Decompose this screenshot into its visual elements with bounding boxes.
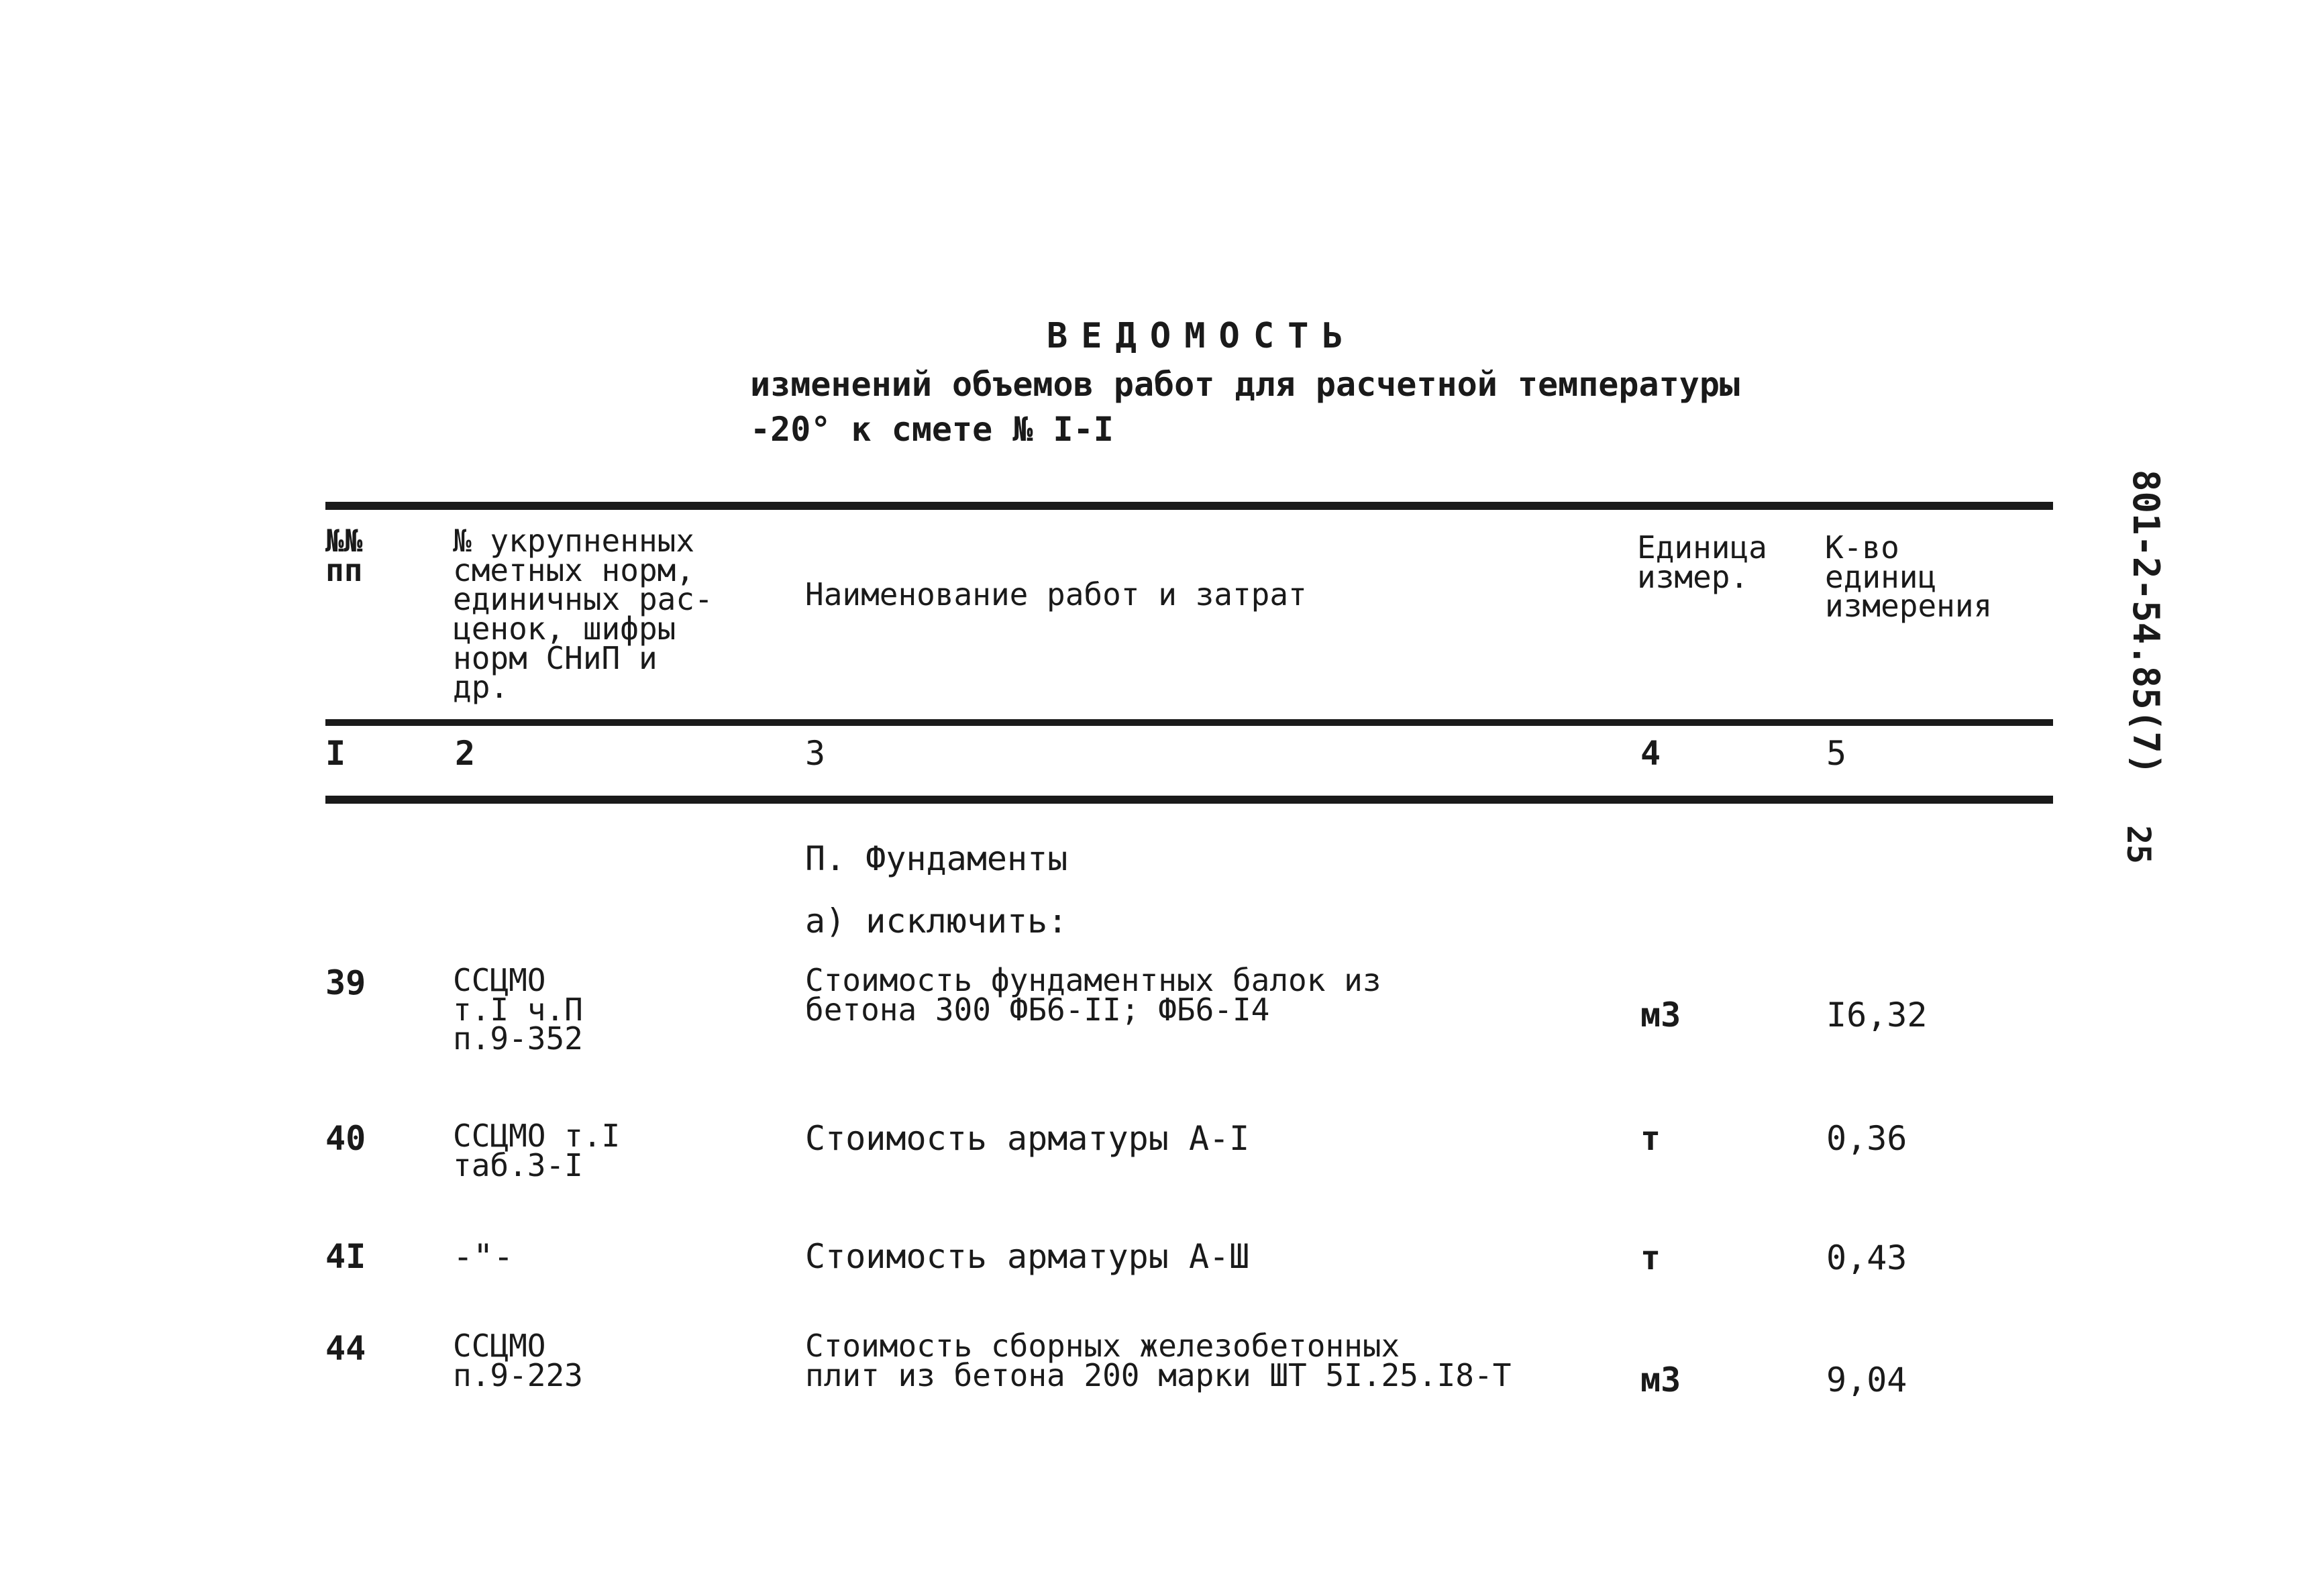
row-44-qty: 9,04 [1826, 1361, 1907, 1399]
section-title: П. Фундаменты [805, 839, 1068, 878]
header-col-code: № укрупненных сметных норм, единичных рас- ценок, шифры норм СНиП и др. [453, 523, 713, 706]
header-rule [325, 719, 2053, 726]
row-40-unit: т [1640, 1119, 1661, 1158]
col-number-1: I [325, 734, 346, 773]
row-40-qty: 0,36 [1826, 1119, 1907, 1158]
row-44-code: ССЦМО п.9-223 [453, 1328, 583, 1393]
column-numbers-rule [325, 796, 2053, 804]
header-col-name: Наименование работ и затрат [805, 576, 1307, 613]
row-41-name: Стоимость арматуры А-Ш [805, 1237, 1250, 1276]
row-44-unit: м3 [1640, 1361, 1681, 1399]
row-41-qty: 0,43 [1826, 1238, 1907, 1277]
table-top-rule [325, 502, 2053, 510]
header-col-number: №№ пп [325, 523, 363, 588]
doc-subtitle-line-2: -20° к смете № I-I [750, 410, 1114, 449]
row-41-number: 4I [325, 1237, 366, 1276]
row-40-name: Стоимость арматуры А-I [805, 1119, 1250, 1158]
row-44-number: 44 [325, 1329, 366, 1368]
side-document-code: 801-2-54.85(7) [2125, 470, 2167, 776]
row-41-unit: т [1640, 1238, 1661, 1277]
col-number-4: 4 [1640, 734, 1661, 773]
row-41-code: -"- [453, 1237, 514, 1276]
row-39-number: 39 [325, 963, 366, 1002]
row-39-qty: I6,32 [1826, 996, 1928, 1034]
col-number-3: 3 [805, 734, 826, 773]
col-number-5: 5 [1826, 734, 1847, 773]
header-col-qty: К-во единиц измерения [1825, 529, 1993, 625]
row-40-code: ССЦМО т.I таб.3-I [453, 1118, 621, 1183]
row-39-code: ССЦМО т.I ч.П п.9-352 [453, 962, 583, 1057]
subsection-title: а) исключить: [805, 902, 1068, 941]
header-col-unit: Единица измер. [1637, 529, 1767, 595]
row-44-name: Стоимость сборных железобетонных плит из бетона 200 марки ШТ 5I.25.I8-Т [805, 1328, 1512, 1393]
row-40-number: 40 [325, 1119, 366, 1158]
doc-subtitle-line-1: изменений объемов работ для расчетной температуры [750, 365, 1740, 404]
row-39-name: Стоимость фундаментных балок из бетона 300 ФБ6-II; ФБ6-I4 [805, 962, 1381, 1028]
doc-title: ВЕДОМОСТЬ [1047, 316, 1357, 356]
side-page-number: 25 [2119, 825, 2157, 864]
row-39-unit: м3 [1640, 996, 1681, 1034]
col-number-2: 2 [455, 734, 476, 773]
